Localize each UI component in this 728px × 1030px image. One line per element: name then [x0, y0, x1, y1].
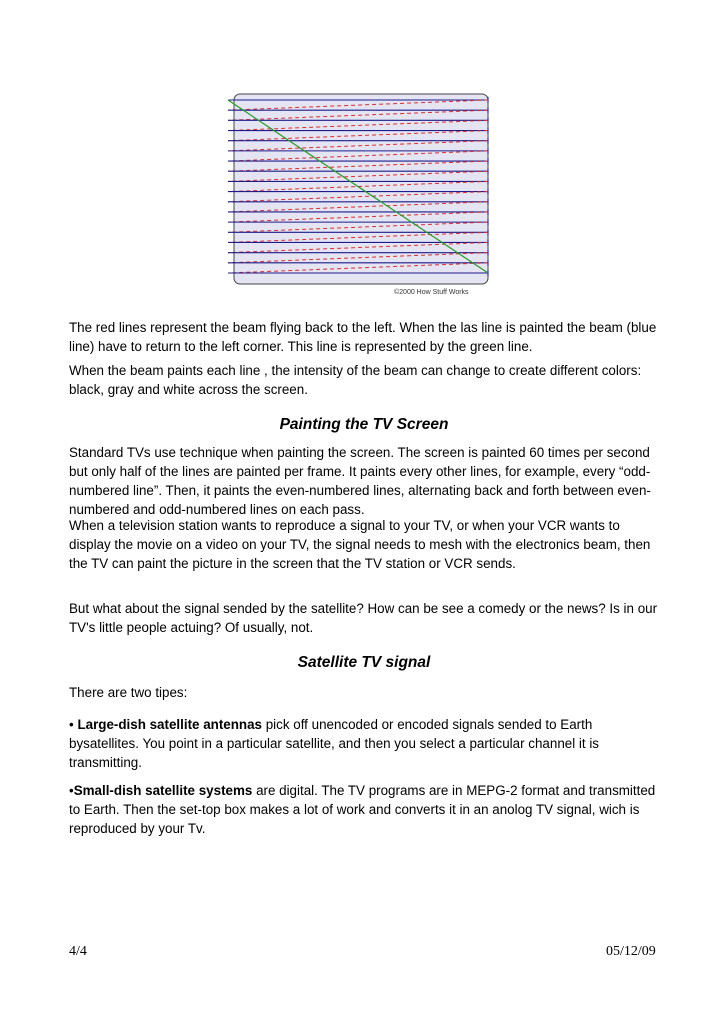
- paragraph-text: When a television station wants to reproduce a signal to your TV, or when your VCR wants to display the movie on a video on your TV, the signal needs to mesh with the electronics beam, then the TV can paint the picture in the screen that the TV station or VCR sends.: [69, 518, 651, 571]
- paragraph-text: But what about the signal sended by the satellite? How can be see a comedy or the news? Is in our TV's little people actuing? Of usually, not.: [69, 601, 658, 635]
- footer-page-number: 4/4: [69, 944, 87, 959]
- figure-copyright: ©2000 How Stuff Works: [394, 289, 469, 296]
- term-large-dish: Large-dish satellite antennas: [77, 717, 262, 732]
- paragraph-tv-station: [69, 516, 665, 573]
- paragraph-two-types: [69, 683, 665, 702]
- heading-painting: Painting the TV Screen: [279, 416, 449, 433]
- tv-scan-diagram: [222, 80, 494, 298]
- list-item-large-dish: [69, 715, 665, 772]
- footer-date: 05/12/09: [606, 944, 656, 959]
- bullet: •: [69, 717, 74, 732]
- list-item-small-dish: [69, 781, 665, 838]
- paragraph-standard-tvs: [69, 443, 665, 519]
- paragraph-text: The red lines represent the beam flying back to the left. When the las line is painted the beam (blue line) have to return to the left corner. This line is represented by the green line.: [69, 320, 657, 354]
- bullet: •: [69, 783, 74, 798]
- paragraph-text: When the beam paints each line , the intensity of the beam can change to create different colors: black, gray and white across the screen.: [69, 363, 642, 397]
- paragraph-text: pick off unencoded or encoded signals sended to Earth bysatellites. You point in a particular satellite, and then you select a particular channel it is transmitting.: [69, 717, 599, 770]
- heading-satellite: Satellite TV signal: [297, 654, 431, 671]
- paragraph-red-lines: [69, 318, 665, 356]
- paragraph-text: There are two tipes:: [69, 685, 188, 700]
- paragraph-beam-intensity: [69, 361, 665, 399]
- term-small-dish: Small-dish satellite systems: [73, 783, 253, 798]
- paragraph-text: are digital. The TV programs are in MEPG-2 format and transmitted to Earth. Then the set-top box makes a lot of work and converts it in an anolog TV signal, wich is reproduced by your Tv.: [69, 783, 656, 836]
- paragraph-satellite-question: [69, 599, 665, 637]
- paragraph-text: Standard TVs use technique when painting the screen. The screen is painted 60 times per second but only half of the lines are painted per frame. It paints every other lines, for example, every “odd-numbered line”. Then, it paints the even-numbered lines, alternating back and forth between even-numbered and odd-numbered lines on each pass.: [69, 445, 651, 517]
